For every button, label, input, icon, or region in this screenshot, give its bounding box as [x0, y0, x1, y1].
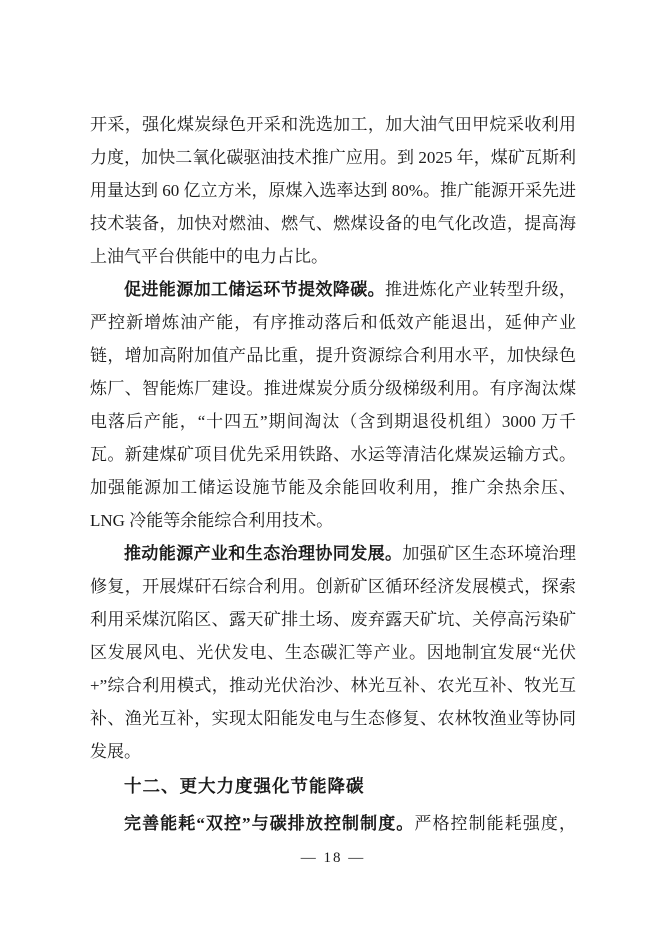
- text-segment: 加强能源加工储运设施节能及余能回收利用，推广余热余压、: [90, 478, 576, 497]
- text-segment: 电落后产能，“十四五”期间淘汰（含到期退役机组）3000 万千: [90, 412, 576, 431]
- paragraph: [90, 537, 576, 768]
- bold-lead-in: 十二、更大力度强化节能降碳: [124, 776, 365, 796]
- text-line: [90, 240, 576, 273]
- text-segment: 严控新增炼油产能，有序推动落后和低效产能退出，延伸产业: [90, 313, 576, 332]
- paragraph: [90, 273, 576, 537]
- text-segment: 技术装备，加快对燃油、燃气、燃煤设备的电气化改造，提高海: [90, 214, 576, 233]
- section-heading: [90, 770, 576, 803]
- bold-lead-in: 推动能源产业和生态治理协同发展。: [124, 544, 403, 563]
- text-segment: 推进炼化产业转型升级，: [385, 280, 576, 299]
- text-line: [90, 141, 576, 174]
- page-footer: [90, 836, 576, 870]
- text-segment: LNG 冷能等余能综合利用技术。: [90, 511, 334, 530]
- text-line: [90, 702, 576, 735]
- text-segment: 力度，加快二氧化碳驱油技术推广应用。到 2025 年，煤矿瓦斯利: [90, 148, 576, 167]
- text-line: [90, 537, 576, 570]
- text-segment: 链，增加高附加值产品比重，提升资源综合利用水平，加快绿色: [90, 346, 576, 365]
- text-segment: 严格控制能耗强度，: [414, 814, 576, 833]
- page-number: — 18 —: [300, 850, 366, 866]
- text-line: [90, 504, 576, 537]
- text-line: [90, 471, 576, 504]
- text-line: [90, 438, 576, 471]
- text-line: [90, 770, 576, 803]
- text-segment: 炼厂、智能炼厂建设。推进煤炭分质分级梯级利用。有序淘汰煤: [90, 379, 576, 398]
- text-segment: +”综合利用模式，推动光伏治沙、林光互补、农光互补、牧光互: [90, 676, 576, 695]
- text-line: [90, 636, 576, 669]
- document-content: [90, 108, 576, 840]
- text-line: [90, 207, 576, 240]
- text-line: [90, 174, 576, 207]
- text-line: [90, 669, 576, 702]
- bold-lead-in: 完善能耗“双控”与碳排放控制制度。: [124, 814, 415, 833]
- text-segment: 修复，开展煤矸石综合利用。创新矿区循环经济发展模式，探索: [90, 577, 576, 596]
- text-line: [90, 570, 576, 603]
- text-line: [90, 273, 576, 306]
- text-segment: 上油气平台供能中的电力占比。: [90, 247, 328, 266]
- text-segment: 用量达到 60 亿立方米，原煤入选率达到 80%。推广能源开采先进: [90, 181, 576, 200]
- bold-lead-in: 促进能源加工储运环节提效降碳。: [124, 280, 385, 299]
- text-segment: 补、渔光互补，实现太阳能发电与生态修复、农林牧渔业等协同: [90, 709, 576, 728]
- text-segment: 开采，强化煤炭绿色开采和洗选加工，加大油气田甲烷采收利用: [90, 115, 576, 134]
- text-segment: 区发展风电、光伏发电、生态碳汇等产业。因地制宜发展“光伏: [90, 643, 576, 662]
- text-segment: 利用采煤沉陷区、露天矿排土场、废弃露天矿坑、关停高污染矿: [90, 610, 576, 629]
- text-line: [90, 339, 576, 372]
- text-line: [90, 405, 576, 438]
- text-line: [90, 306, 576, 339]
- paragraph: [90, 108, 576, 273]
- text-segment: 发展。: [90, 742, 141, 761]
- text-segment: 瓦。新建煤矿项目优先采用铁路、水运等清洁化煤炭运输方式。: [90, 445, 576, 464]
- text-line: [90, 735, 576, 768]
- text-segment: 加强矿区生态环境治理: [402, 544, 577, 563]
- text-line: [90, 603, 576, 636]
- text-line: [90, 108, 576, 141]
- text-line: [90, 372, 576, 405]
